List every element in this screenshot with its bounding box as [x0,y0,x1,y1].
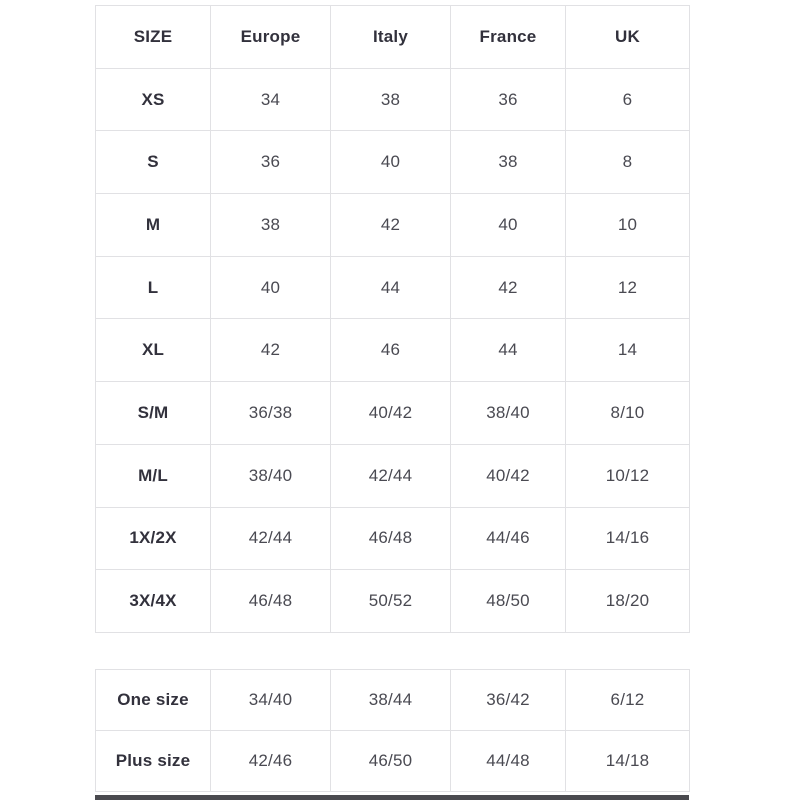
special-sizes-table-body [96,669,690,791]
table-row [96,319,690,382]
size-label-cell: M/L [96,444,211,507]
size-value-cell: 18/20 [566,570,690,633]
column-header: UK [566,6,690,69]
size-value-cell: 40 [451,194,566,257]
size-value-cell: 36/38 [211,382,331,445]
column-header: Europe [211,6,331,69]
size-value-cell: 14/18 [566,730,690,791]
size-value-cell: 46 [331,319,451,382]
size-label-cell: Plus size [96,730,211,791]
size-value-cell: 42 [331,194,451,257]
size-value-cell: 46/48 [211,570,331,633]
size-value-cell: 38/40 [451,382,566,445]
size-value-cell: 40 [331,131,451,194]
size-value-cell: 8 [566,131,690,194]
size-value-cell: 40/42 [451,444,566,507]
size-conversion-table [95,5,690,633]
size-value-cell: 40/42 [331,382,451,445]
size-conversion-table-header [96,6,690,69]
size-value-cell: 6 [566,68,690,131]
size-value-cell: 38/40 [211,444,331,507]
table-row [96,256,690,319]
size-value-cell: 44 [451,319,566,382]
table-row [96,131,690,194]
size-value-cell: 46/50 [331,730,451,791]
size-value-cell: 8/10 [566,382,690,445]
size-value-cell: 46/48 [331,507,451,570]
size-label-cell: 3X/4X [96,570,211,633]
size-value-cell: 44 [331,256,451,319]
size-value-cell: 44/48 [451,730,566,791]
size-value-cell: 6/12 [566,669,690,730]
column-header: Italy [331,6,451,69]
size-value-cell: 44/46 [451,507,566,570]
size-value-cell: 36 [451,68,566,131]
size-label-cell: One size [96,669,211,730]
size-value-cell: 14 [566,319,690,382]
size-value-cell: 36 [211,131,331,194]
clipped-next-section-bar [95,795,689,800]
size-conversion-table-body [96,68,690,632]
tables-container [95,5,689,792]
table-row [96,730,690,791]
size-value-cell: 42/46 [211,730,331,791]
size-value-cell: 42 [451,256,566,319]
size-value-cell: 12 [566,256,690,319]
special-sizes-table [95,669,690,792]
size-value-cell: 10 [566,194,690,257]
size-value-cell: 38 [211,194,331,257]
column-header: SIZE [96,6,211,69]
size-value-cell: 38/44 [331,669,451,730]
size-label-cell: XL [96,319,211,382]
size-value-cell: 34 [211,68,331,131]
table-row [96,507,690,570]
table-row [96,444,690,507]
table-row [96,669,690,730]
size-value-cell: 42/44 [331,444,451,507]
size-value-cell: 14/16 [566,507,690,570]
size-value-cell: 40 [211,256,331,319]
size-label-cell: L [96,256,211,319]
table-row [96,68,690,131]
size-value-cell: 36/42 [451,669,566,730]
size-value-cell: 42/44 [211,507,331,570]
size-label-cell: S [96,131,211,194]
size-value-cell: 10/12 [566,444,690,507]
table-row [96,194,690,257]
size-label-cell: 1X/2X [96,507,211,570]
column-header: France [451,6,566,69]
size-value-cell: 50/52 [331,570,451,633]
size-label-cell: S/M [96,382,211,445]
size-value-cell: 48/50 [451,570,566,633]
size-label-cell: XS [96,68,211,131]
table-row [96,570,690,633]
size-value-cell: 38 [451,131,566,194]
table-row [96,382,690,445]
size-value-cell: 42 [211,319,331,382]
size-label-cell: M [96,194,211,257]
header-row [96,6,690,69]
size-value-cell: 38 [331,68,451,131]
size-value-cell: 34/40 [211,669,331,730]
